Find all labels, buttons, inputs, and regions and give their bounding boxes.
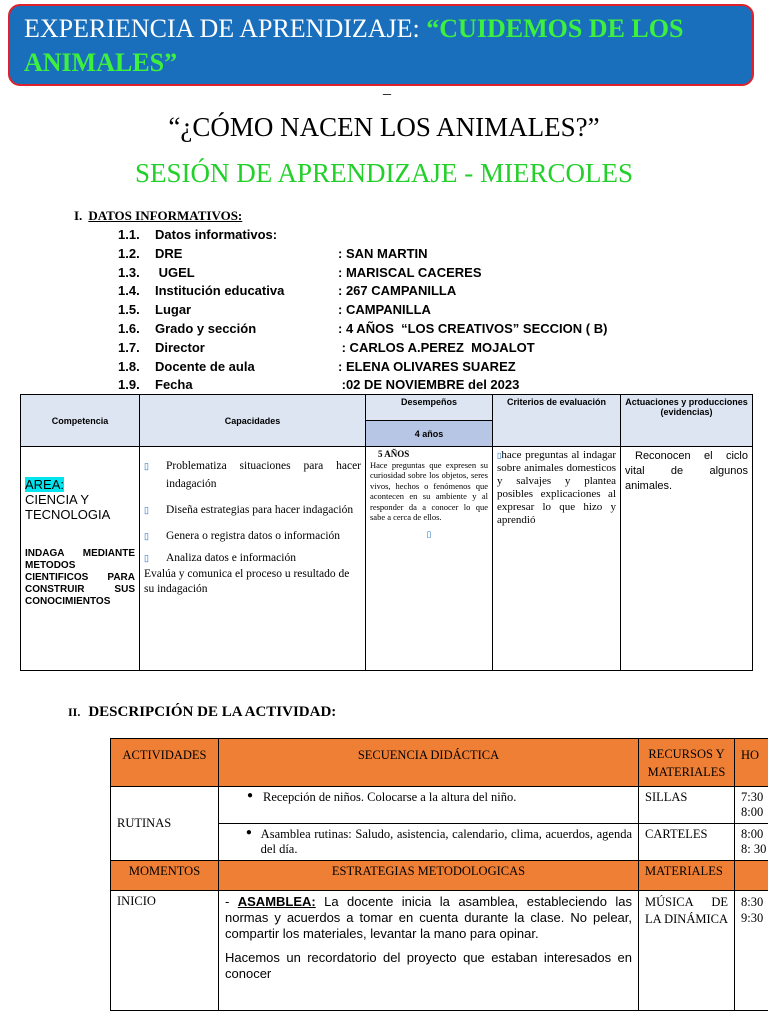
table-row: ● Recepción de niños. Colocarse a la altura del niño. xyxy=(219,787,639,824)
rutina-material: CARTELES xyxy=(639,824,735,861)
info-value: : MARISCAL CACERES xyxy=(338,264,482,280)
header-hora: HO xyxy=(735,739,768,787)
inicio-time: 8:30 9:30 xyxy=(735,891,768,1011)
header-secuencia: SECUENCIA DIDÁCTICA xyxy=(219,739,639,787)
list-item: ▯ Problematiza situaciones para hacer indagación xyxy=(144,457,361,493)
info-value: : ELENA OLIVARES SUAREZ xyxy=(338,358,516,374)
actuacion-text: Reconocen el ciclo vital de algunos animales. xyxy=(625,450,748,492)
desempeno-age: 5 AÑOS xyxy=(378,449,410,459)
info-value: : CAMPANILLA xyxy=(338,302,431,318)
actuacion-cell xyxy=(621,447,753,671)
page-title: “¿CÓMO NACEN LOS ANIMALES?” xyxy=(168,112,600,142)
header-actividades: ACTIVIDADES xyxy=(111,739,219,787)
header-recursos: RECURSOS Y MATERIALES xyxy=(639,739,735,787)
box-bullet-icon: ▯ xyxy=(497,451,502,460)
info-label: UGEL xyxy=(155,264,195,280)
info-num: 1.2. xyxy=(118,245,140,261)
box-bullet-icon: ▯ xyxy=(144,505,149,515)
header-criterios: Criterios de evaluación xyxy=(493,395,621,447)
rutinas-label: RUTINAS xyxy=(111,787,219,861)
header-edad: 4 años xyxy=(366,421,493,447)
section-1-title: DATOS INFORMATIVOS: xyxy=(88,208,243,223)
bullet-dot-icon: ● xyxy=(246,790,254,801)
info-num: 1.5. xyxy=(118,302,140,318)
box-bullet-icon: ▯ xyxy=(144,531,149,541)
inicio-cell xyxy=(219,891,639,1011)
info-value: : 4 AÑOS “LOS CREATIVOS” SECCION ( B) xyxy=(338,320,608,336)
rutina-time: 7:30 8:00 xyxy=(735,787,768,824)
header-estrategias: ESTRATEGIAS METODOLOGICAS xyxy=(219,861,639,891)
info-label: Docente de aula xyxy=(155,358,255,374)
activity-table xyxy=(110,738,768,1011)
area-cell xyxy=(21,447,140,671)
info-label: Fecha xyxy=(155,377,193,393)
experience-banner xyxy=(8,4,754,86)
desempeno-cell xyxy=(366,447,493,671)
box-bullet-icon: ▯ xyxy=(426,528,432,539)
inicio-label: INICIO xyxy=(111,891,219,1011)
info-label: Institución educativa xyxy=(155,283,285,299)
info-label: DRE xyxy=(155,245,183,261)
info-value: :02 DE NOVIEMBRE del 2023 xyxy=(338,377,520,393)
capacidad-extra: Evalúa y comunica el proceso u resultado de su indagación xyxy=(144,568,350,595)
header-materiales: MATERIALES xyxy=(639,861,735,891)
header-capacidades: Capacidades xyxy=(140,395,366,447)
area-name: CIENCIA Y TECNOLOGIA xyxy=(25,492,111,522)
section-2-heading xyxy=(68,704,336,721)
list-item: ▯ Diseña estrategias para hacer indagación xyxy=(144,501,361,519)
info-value: : CARLOS A.PEREZ MOJALOT xyxy=(338,339,535,355)
inicio-title: ASAMBLEA: xyxy=(237,894,316,909)
header-desempenos: Desempeños xyxy=(366,395,493,421)
info-label: Grado y sección xyxy=(155,320,257,336)
competencia-text: INDAGA MEDIANTE METODOS CIENTIFICOS PARA CONSTRUIR SUS CONOCIMIENTOS xyxy=(25,548,135,607)
rutina-material: SILLAS xyxy=(639,787,735,824)
inicio-text: La docente inicia la asamblea, estableciendo las normas y acuerdos a tomar en cuenta durante la clase. No pelear, compartir los materiales, levantar la mano para opinar. xyxy=(225,894,632,941)
header-competencia: Competencia xyxy=(21,395,140,447)
area-label: AREA: xyxy=(25,477,65,492)
info-num: 1.9. xyxy=(118,377,140,393)
info-num: 1.4. xyxy=(118,283,140,299)
table-row: ● Asamblea rutinas: Saludo, asistencia, calendario, clima, acuerdos, agenda del día. xyxy=(219,824,639,861)
banner-prefix: EXPERIENCIA DE APRENDIZAJE: xyxy=(24,14,427,43)
list-item: ▯ Analiza datos e información xyxy=(144,549,361,567)
header-momentos: MOMENTOS xyxy=(111,861,219,891)
banner-highlight: “CUIDEMOS DE LOS ANIMALES” xyxy=(24,14,684,77)
rutina-time: 8:00 8: 30 xyxy=(735,824,768,861)
inicio-material: MÚSICA DE LA DINÁMICA xyxy=(639,891,735,1011)
inicio-text-2: Hacemos un recordatorio del proyecto que estaban interesados en conocer xyxy=(225,950,632,981)
inicio-dash: - xyxy=(225,894,238,909)
criterio-cell xyxy=(493,447,621,671)
list-item: ▯ Genera o registra datos o información xyxy=(144,527,361,545)
separator-dash: _ xyxy=(383,80,391,97)
capacidades-cell xyxy=(140,447,366,671)
info-label: Director xyxy=(155,339,205,355)
header-hora-blank xyxy=(735,861,768,891)
section-1-heading xyxy=(74,208,242,224)
info-num: 1.3. xyxy=(118,264,140,280)
section-2-title: DESCRIPCIÓN DE LA ACTIVIDAD: xyxy=(88,704,337,720)
bullet-dot-icon: ● xyxy=(245,827,252,838)
section-1-number: I. xyxy=(74,208,83,223)
desempeno-text: Hace preguntas que expresen su curiosidad sobre los objetos, seres vivos, hechos o fenómenos que acontecen en su ambiente y al responder da a conocer lo que sabe a cerca de ellos. xyxy=(370,459,488,522)
info-num: 1.8. xyxy=(118,358,140,374)
info-value: : 267 CAMPANILLA xyxy=(338,283,457,299)
info-label: Datos informativos: xyxy=(155,227,278,242)
competence-table xyxy=(20,394,753,671)
info-num: 1.7. xyxy=(118,339,140,355)
info-label: Lugar xyxy=(155,302,192,318)
page-subtitle: SESIÓN DE APRENDIZAJE - MIERCOLES xyxy=(134,158,633,188)
box-bullet-icon: ▯ xyxy=(144,553,149,563)
header-actuaciones: Actuaciones y producciones (evidencias) xyxy=(621,395,753,447)
criterio-text: hace preguntas al indagar sobre animales domesticos y salvajes y plantea posibles explicaciones al expresar lo que hizo y aprendió xyxy=(497,449,616,526)
box-bullet-icon: ▯ xyxy=(144,461,149,471)
info-num: 1.1. xyxy=(118,227,140,242)
info-num: 1.6. xyxy=(118,320,140,336)
info-value: : SAN MARTIN xyxy=(338,245,428,261)
section-2-number: II. xyxy=(68,705,81,719)
